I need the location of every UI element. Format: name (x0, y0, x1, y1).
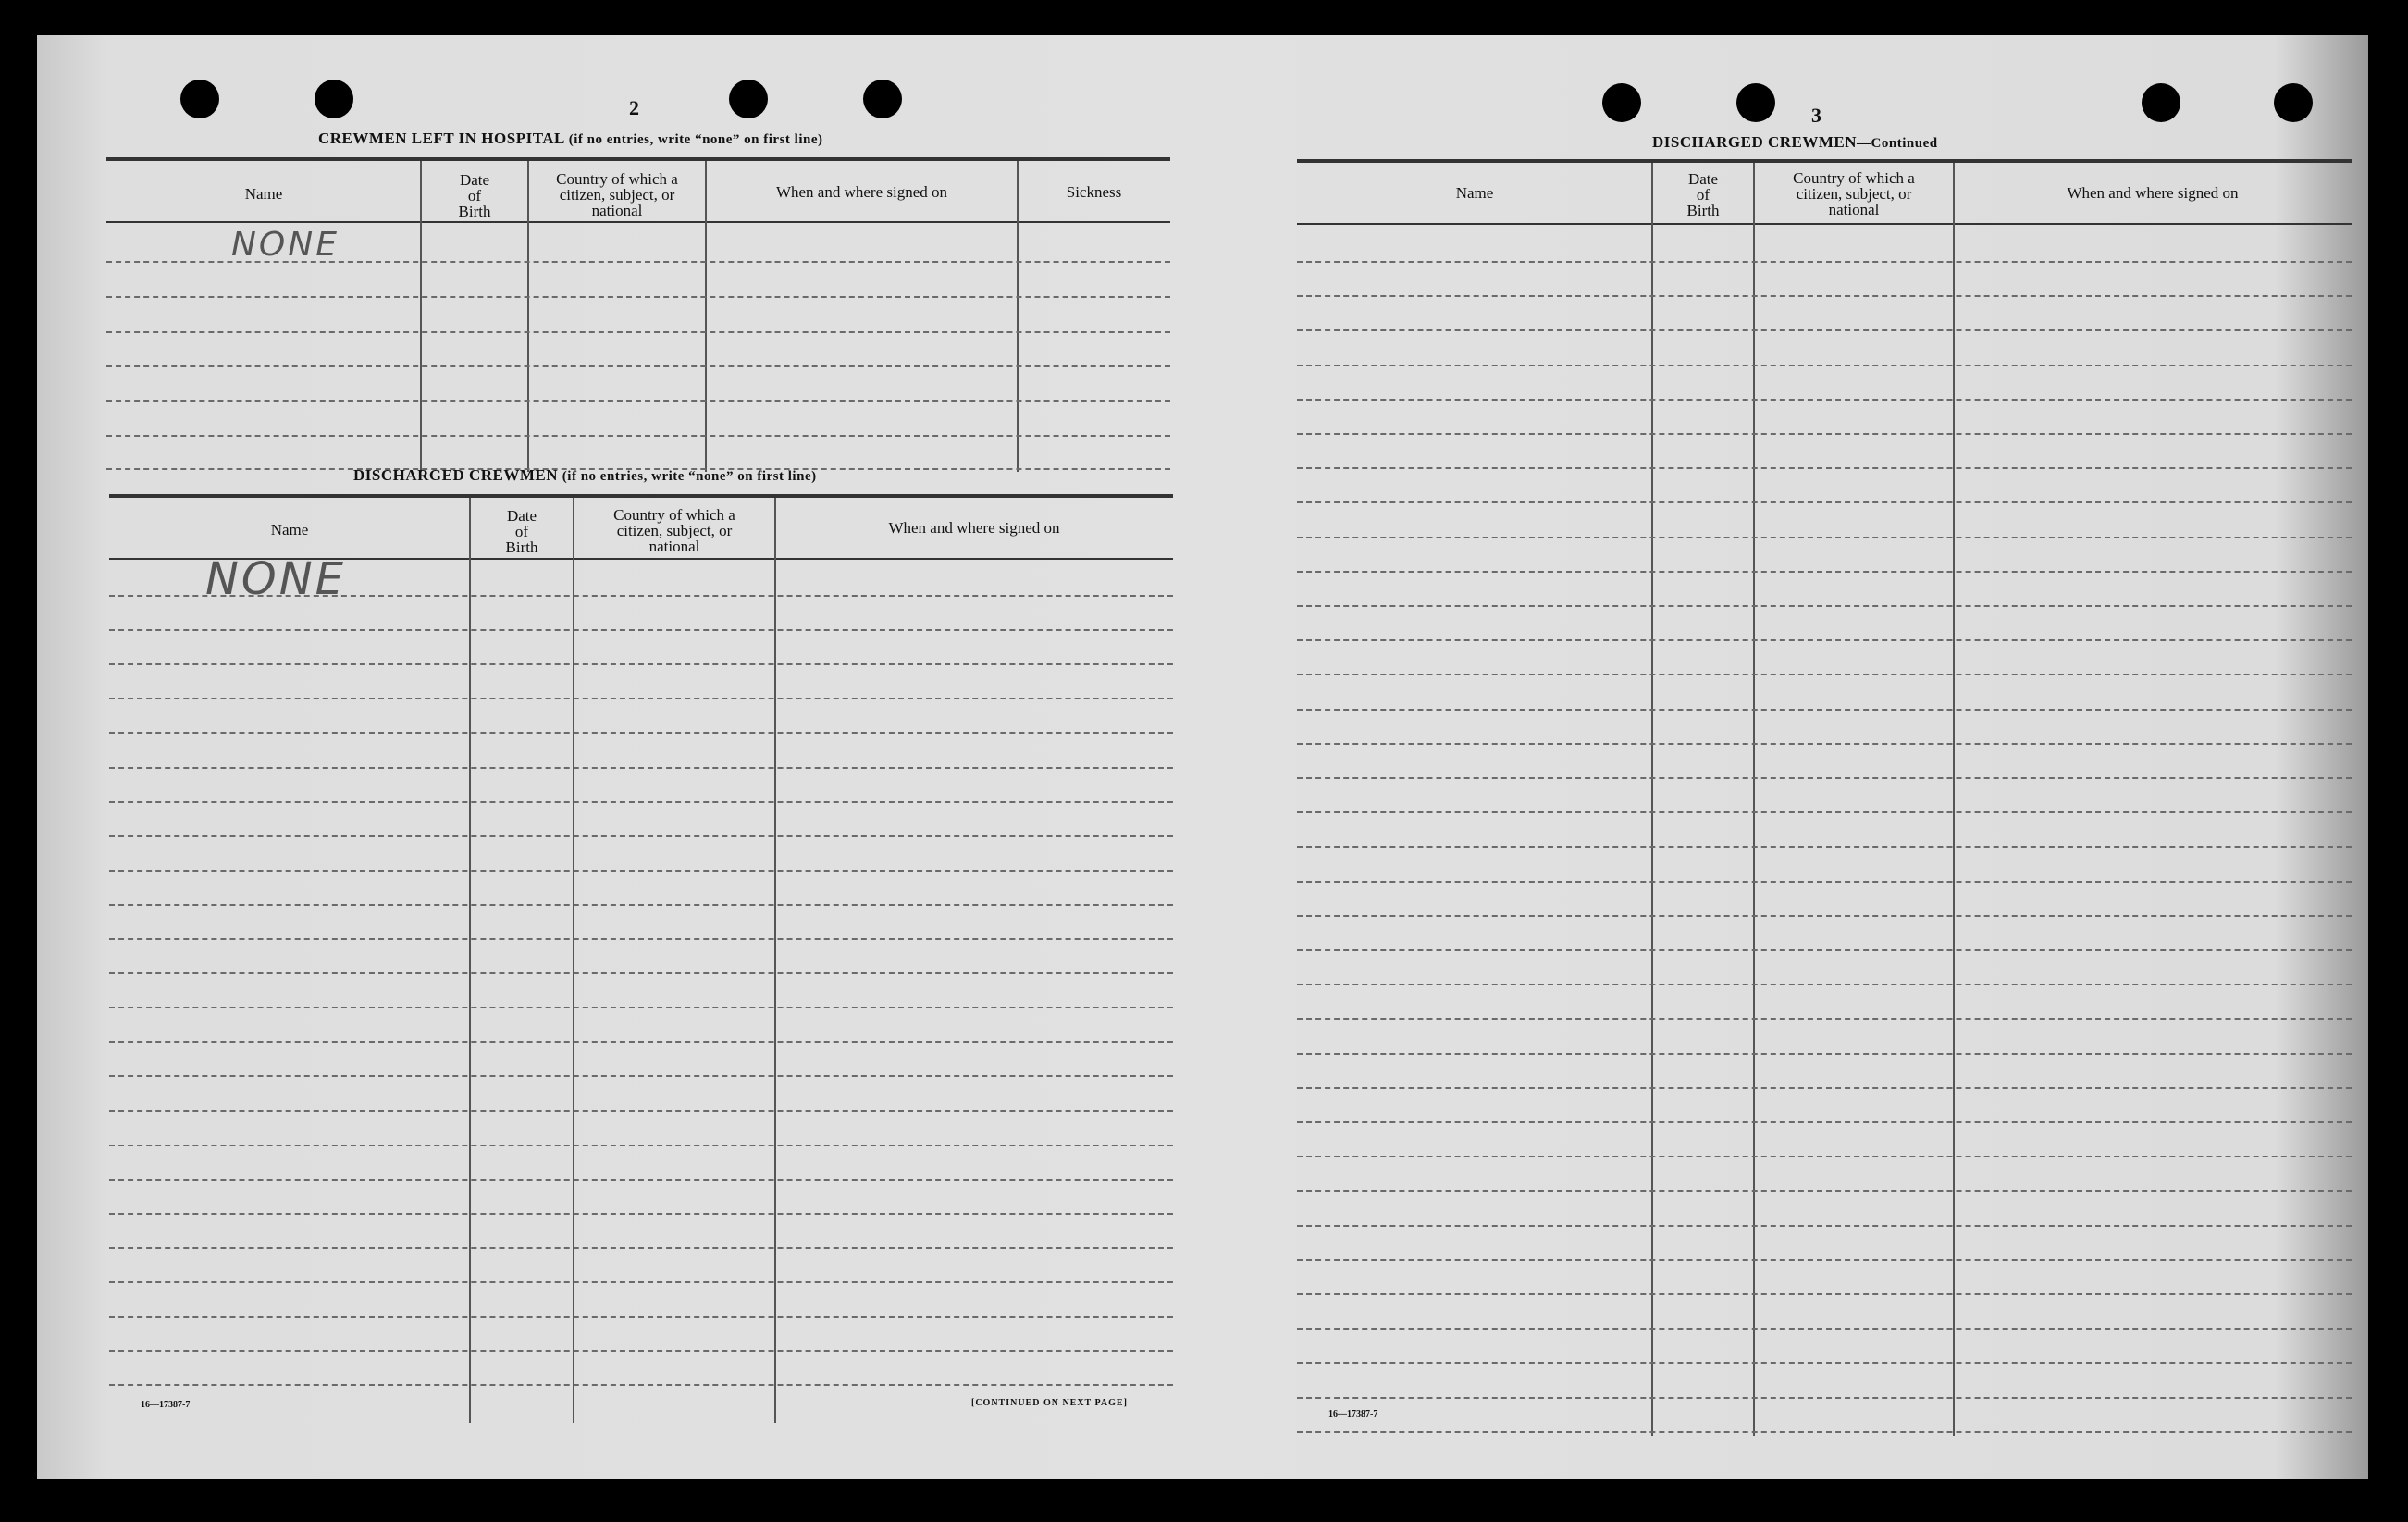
form-row-line (109, 904, 1173, 906)
form-row-line (109, 629, 1173, 631)
form-row-line (1297, 1053, 2352, 1055)
form-row-line (109, 1316, 1173, 1318)
discharged-handwritten-entry: NONE (205, 553, 346, 605)
form-row-line (1297, 984, 2352, 985)
hospital-row-line (106, 331, 1170, 333)
hospital-col-divider (527, 161, 529, 472)
punch-hole (1736, 83, 1775, 122)
page-number-left: 2 (629, 96, 639, 119)
form-row-line (1297, 777, 2352, 779)
form-row-line (109, 1041, 1173, 1043)
discharged-title-text: DISCHARGED CREWMEN (353, 466, 559, 484)
form-row-line (109, 1247, 1173, 1249)
form-row-line (1297, 1190, 2352, 1192)
hospital-col-divider (420, 161, 422, 472)
hospital-col-divider (705, 161, 707, 472)
form-row-line (1297, 329, 2352, 331)
right-header-country: Country of which a citizen, subject, or national (1793, 169, 1915, 218)
form-row-line (1297, 1293, 2352, 1295)
form-row-line (1297, 433, 2352, 435)
form-row-line (109, 663, 1173, 665)
form-row-line (109, 732, 1173, 734)
hospital-header-country: Country of which a citizen, subject, or national (556, 170, 678, 219)
punch-hole (863, 80, 902, 118)
form-row-line (109, 801, 1173, 803)
form-row-line (109, 1281, 1173, 1283)
hospital-col-divider (1017, 161, 1019, 472)
right-top-rule (1297, 159, 2352, 163)
form-row-line (1297, 743, 2352, 745)
form-row-line (1297, 915, 2352, 917)
hospital-section-title (318, 130, 823, 148)
hospital-title-text: CREWMEN LEFT IN HOSPITAL (318, 130, 564, 147)
discharged-continued-title (1652, 133, 1938, 152)
form-row-line (109, 1179, 1173, 1181)
hospital-row-line (106, 296, 1170, 298)
punch-hole (1602, 83, 1641, 122)
form-row-line (109, 870, 1173, 872)
punch-hole (2274, 83, 2313, 122)
form-row-line (109, 1213, 1173, 1215)
form-id-left: 16—17387-7 (141, 1400, 191, 1410)
hospital-header-signed: When and where signed on (775, 183, 948, 201)
form-row-line (1297, 1431, 2352, 1433)
form-row-line (1297, 846, 2352, 848)
right-header-name: Name (1455, 184, 1494, 202)
form-row-line (109, 1145, 1173, 1146)
form-row-line (1297, 605, 2352, 607)
discharged-col-divider (774, 498, 776, 1423)
form-row-line (1297, 261, 2352, 263)
form-row-line (1297, 1121, 2352, 1123)
hospital-row-line (106, 435, 1170, 437)
form-row-line (109, 938, 1173, 940)
form-row-line (1297, 811, 2352, 813)
form-row-line (109, 835, 1173, 837)
punch-hole (315, 80, 353, 118)
form-row-line (1297, 639, 2352, 641)
discharged-title-note: (if no entries, write “none” on first line) (562, 469, 817, 484)
punch-hole (2142, 83, 2180, 122)
form-row-line (109, 1110, 1173, 1112)
discharged-top-rule (109, 494, 1173, 498)
discharged-header-name: Name (270, 521, 309, 538)
hospital-row-line (106, 400, 1170, 402)
discharged-col-divider (573, 498, 574, 1423)
form-row-line (1297, 1362, 2352, 1364)
form-row-line (1297, 881, 2352, 883)
form-row-line (1297, 365, 2352, 366)
form-row-line (109, 1075, 1173, 1077)
form-row-line (109, 1384, 1173, 1386)
form-row-line (1297, 399, 2352, 401)
hospital-header-rule (106, 221, 1170, 223)
form-row-line (1297, 537, 2352, 538)
right-header-rule (1297, 223, 2352, 225)
form-row-line (1297, 1328, 2352, 1330)
right-col-divider (1953, 163, 1955, 1436)
punch-hole (180, 80, 219, 118)
form-row-line (1297, 1397, 2352, 1399)
form-row-line (109, 972, 1173, 974)
form-row-line (1297, 1018, 2352, 1020)
right-col-divider (1753, 163, 1755, 1436)
hospital-header-sickness: Sickness (1066, 183, 1122, 201)
form-id-right: 16—17387-7 (1328, 1409, 1378, 1419)
discharged-header-dob: Date of Birth (505, 507, 538, 556)
form-row-line (1297, 501, 2352, 503)
form-row-line (1297, 1156, 2352, 1157)
right-col-divider (1651, 163, 1653, 1436)
page-number-right: 3 (1811, 104, 1821, 127)
discharged-continued-title-text: DISCHARGED CREWMEN (1652, 133, 1858, 151)
form-row-line (109, 1007, 1173, 1008)
form-row-line (1297, 467, 2352, 469)
discharged-section-title (353, 466, 817, 485)
hospital-row-line (106, 365, 1170, 367)
document-sheet (37, 35, 2368, 1479)
form-row-line (109, 1350, 1173, 1352)
form-row-line (109, 767, 1173, 769)
form-row-line (1297, 709, 2352, 711)
hospital-handwritten-entry: NONE (231, 226, 340, 264)
discharged-continued-suffix: —Continued (1857, 136, 1938, 151)
discharged-header-signed: When and where signed on (888, 519, 1060, 537)
form-row-line (1297, 1225, 2352, 1227)
discharged-col-divider (469, 498, 471, 1423)
form-row-line (1297, 1087, 2352, 1089)
form-row-line (1297, 295, 2352, 297)
form-row-line (1297, 949, 2352, 951)
hospital-header-name: Name (244, 185, 283, 203)
form-row-line (1297, 1259, 2352, 1261)
hospital-header-dob: Date of Birth (458, 171, 491, 220)
form-row-line (1297, 571, 2352, 573)
right-header-dob: Date of Birth (1686, 170, 1720, 219)
discharged-header-country: Country of which a citizen, subject, or national (613, 506, 735, 555)
right-header-signed: When and where signed on (2067, 184, 2239, 202)
punch-hole (729, 80, 768, 118)
form-row-line (109, 698, 1173, 699)
hospital-title-note: (if no entries, write “none” on first line) (568, 132, 823, 147)
form-row-line (1297, 674, 2352, 675)
hospital-top-rule (106, 157, 1170, 161)
continued-note: [CONTINUED ON NEXT PAGE] (971, 1398, 1128, 1408)
